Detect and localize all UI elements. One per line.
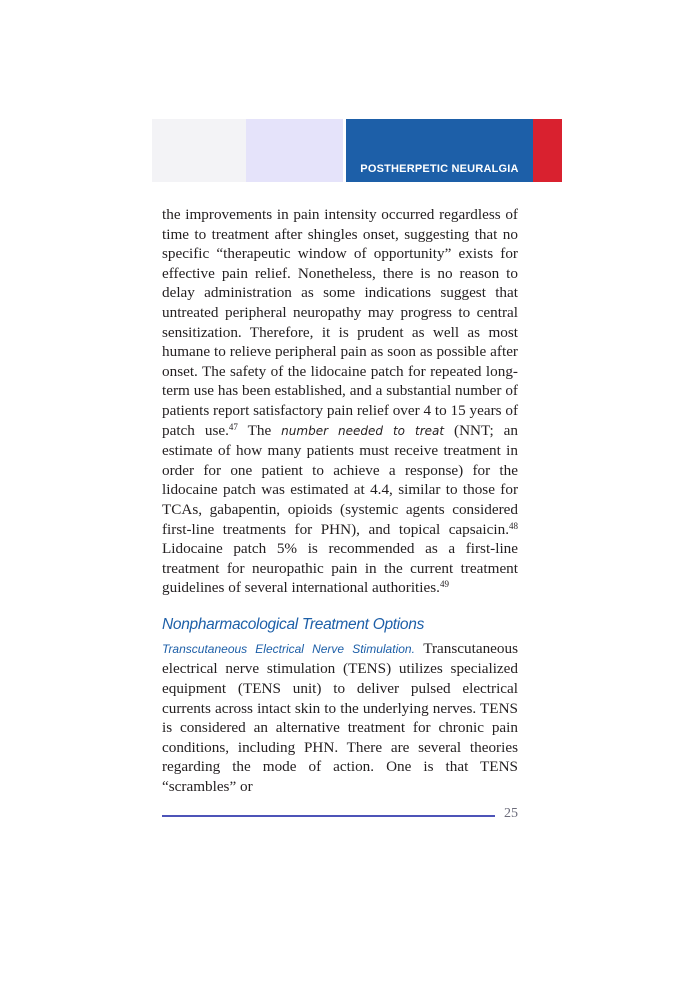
paragraph-1-text-c: (NNT; an estimate of how many patients must receive treatment in order for one patient to achieve a response) for the lidocaine patch was estimated at 4.4, similar to those for TCAs, gabapentin, opioids (systemic agents considered first-line treatments for PHN), and topical capsaicin. xyxy=(162,421,518,538)
header-band-red xyxy=(533,119,562,182)
header-band-lavender xyxy=(246,119,343,182)
paragraph-1-text-b: The xyxy=(237,421,282,439)
citation-48: 48 xyxy=(509,520,518,531)
paragraph-1-text-a: the improvements in pain intensity occurred regardless of time to treatment after shingles onset, suggesting that no specific “therapeutic window of opportunity” exists for effective pain relief. Nonetheless, there is no reason to delay administration as some indications suggest that untreated peripheral neuropathy may progress to central sensitization. Therefore, it is prudent as well as most humane to relieve peripheral pain as soon as possible after onset. The safety of the lidocaine patch for repeated long-term use has been established, and a substantial number of patients report satisfactory pain relief over 4 to 15 years of patch use. xyxy=(162,206,518,439)
running-header-title: POSTHERPETIC NEURALGIA xyxy=(360,163,519,175)
term-nnt: number needed to treat xyxy=(281,423,445,438)
citation-49: 49 xyxy=(439,579,449,590)
paragraph-1-text-d: Lidocaine patch 5% is recommended as a first-line treatment for neuropathic pain in the current treatment guidelines of several international authorities. xyxy=(162,540,518,597)
paragraph-2-text: Transcutaneous electrical nerve stimulation (TENS) utilizes specialized equipment (TENS unit) to deliver pulsed electrical currents across intact skin to the underlying nerves. TENS is considered an alternative treatment for chronic pain conditions, including PHN. There are several theories regarding the mode of action. One is that TENS “scrambles” or xyxy=(162,639,519,796)
body-paragraph-1 xyxy=(162,205,518,598)
runin-heading: Transcutaneous Electrical Nerve Stimulation. xyxy=(162,641,415,656)
footer-rule xyxy=(162,815,495,817)
page-body xyxy=(162,205,518,797)
body-paragraph-2 xyxy=(162,639,518,797)
citation-47: 47 xyxy=(228,421,238,432)
page-number: 25 xyxy=(504,806,518,821)
header-band-light xyxy=(152,119,246,182)
section-heading: Nonpharmacological Treatment Options xyxy=(162,615,425,633)
